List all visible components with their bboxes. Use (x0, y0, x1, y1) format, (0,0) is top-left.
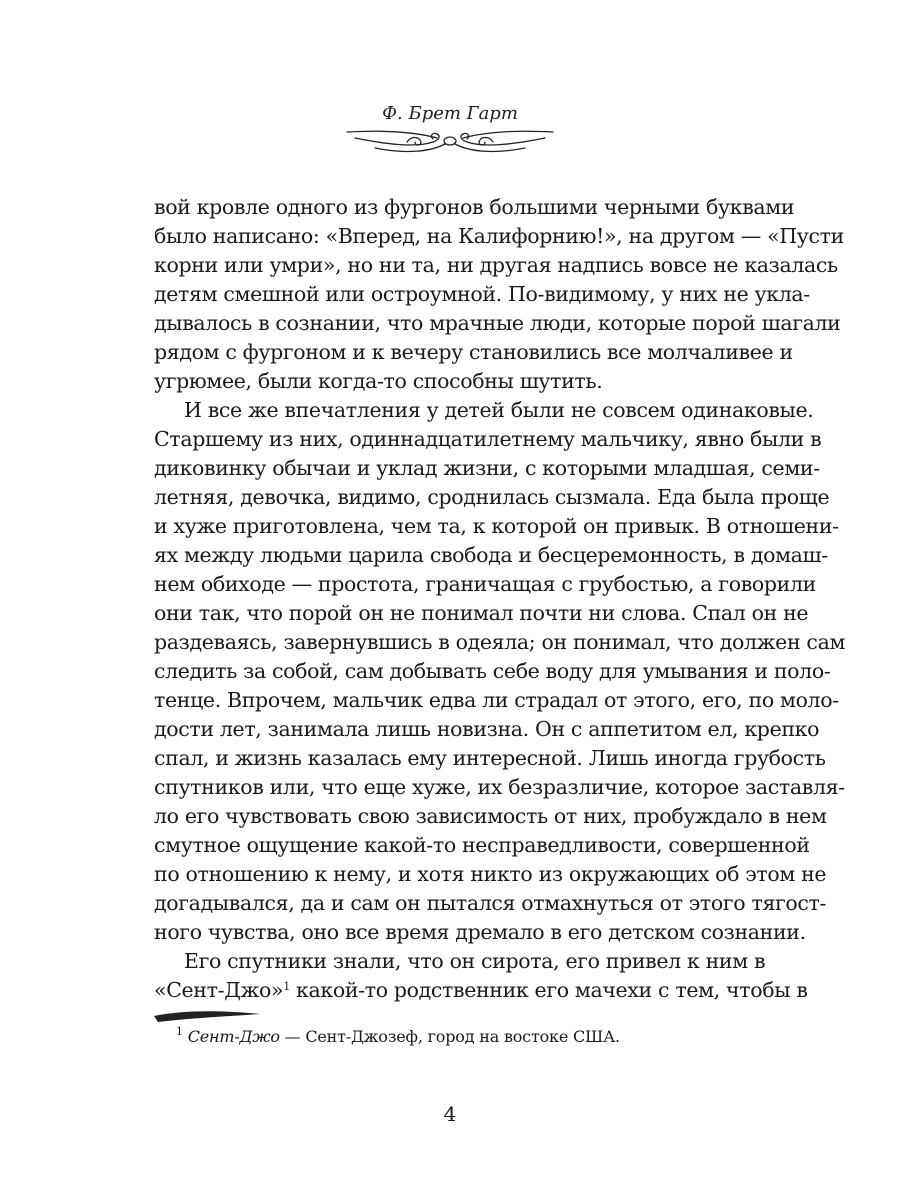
text-line: раздеваясь, завернувшись в одеяла; он понимал, что должен сам (154, 630, 846, 654)
text-line: детям смешной или остроумной. По-видимому, у них не укла- (154, 282, 810, 306)
text-line: И все же впечатления у детей были не совсем одинаковые. (184, 398, 814, 422)
footnote (176, 1027, 746, 1047)
text-line: смутное ощущение какой-то несправедливости, совершенной (154, 833, 810, 857)
text-line: дости лет, занимала лишь новизна. Он с аппетитом ел, крепко (154, 717, 820, 741)
text-line: рядом с фургоном и к вечеру становились все молчаливее и (154, 340, 793, 364)
footnote-text: — Сент-Джозеф, город на востоке США. (279, 1027, 620, 1046)
text-line: догадывался, да и сам он пытался отмахнуться от этого тягост- (154, 891, 827, 915)
paragraph-3 (154, 947, 808, 1005)
decorative-scroll-ornament-icon (345, 124, 555, 158)
text-line: диковинку обычаи и уклад жизни, с которыми младшая, семи- (154, 456, 820, 480)
text-line: ного чувства, оно все время дремало в его детском сознании. (154, 920, 806, 944)
quoted-place-name: «Сент-Джо» (154, 978, 284, 1002)
text-line: тенце. Впрочем, мальчик едва ли страдал от этого, его, по моло- (154, 688, 839, 712)
text-line (154, 976, 808, 1005)
text-line-rest: какой-то родственник его мачехи с тем, чтобы в (289, 978, 808, 1002)
footnote-term: Сент-Джо (187, 1027, 280, 1046)
body-text (154, 193, 846, 1005)
paragraph-1 (154, 193, 844, 396)
text-line: вой кровле одного из фургонов большими черными буквами (154, 195, 795, 219)
text-line: Старшему из них, одиннадцатилетнему мальчику, явно были в (154, 427, 822, 451)
text-line: спутников или, что еще хуже, их безразличие, которое заставля- (154, 775, 845, 799)
text-line: Его спутники знали, что он сирота, его привел к ним в (184, 949, 766, 973)
footnote-reference[interactable]: 1 (283, 980, 290, 993)
text-line: было написано: «Вперед, на Калифорнию!», на другом — «Пусти (154, 224, 844, 248)
text-line: летняя, девочка, видимо, сроднилась сызмала. Еда была проще (154, 485, 830, 509)
text-line: спал, и жизнь казалась ему интересной. Лишь иногда грубость (154, 746, 826, 770)
footnote-marker: 1 (176, 1025, 183, 1038)
text-line: нем обиходе — простота, граничащая с грубостью, а говорили (154, 572, 816, 596)
text-line: и хуже приготовлена, чем та, к которой он привык. В отношени- (154, 514, 839, 538)
text-line: угрюмее, были когда-то способны шутить. (154, 369, 603, 393)
text-line: корни или умри», но ни та, ни другая надпись вовсе не казалась (154, 253, 838, 277)
page-number: 4 (443, 1102, 457, 1126)
paragraph-2 (154, 396, 846, 947)
text-line: они так, что порой он не понимал почти ни слова. Спал он не (154, 601, 809, 625)
decorative-swash-rule-icon (152, 1008, 262, 1024)
text-line: дывалось в сознании, что мрачные люди, которые порой шагали (154, 311, 841, 335)
text-line: следить за собой, сам добывать себе воду для умывания и поло- (154, 659, 831, 683)
text-line: по отношению к нему, и хотя никто из окружающих об этом не (154, 862, 827, 886)
running-head: Ф. Брет Гарт (382, 103, 518, 124)
text-line: ло его чувствовать свою зависимость от них, пробуждало в нем (154, 804, 827, 828)
text-line: ях между людьми царила свобода и бесцеремонность, в домаш- (154, 543, 828, 567)
